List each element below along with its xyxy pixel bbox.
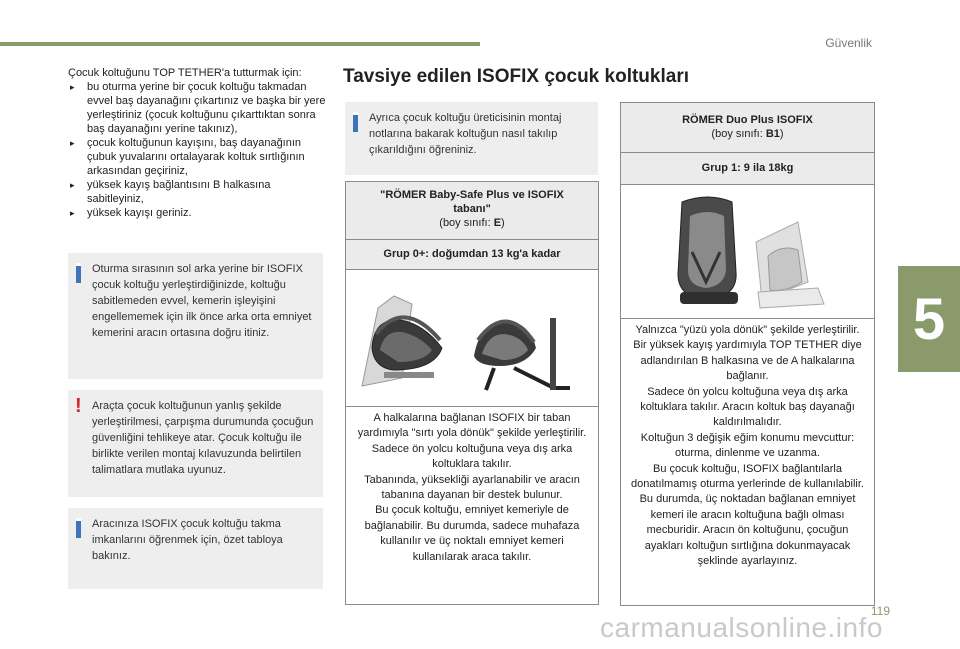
description-paragraph: Bu çocuk koltuğu, emniyet kemeriyle de bağlanabilir. Bu durumda, sadece muhafaza kullanılır ve üç noktalı emniyet kemeri kullanılarak araca takılır.	[364, 504, 580, 563]
chapter-tab: 5	[898, 266, 960, 372]
description-paragraph: Bir yüksek kayış yardımıyla TOP TETHER diye adlandırılan B halkasına ve de A halkalarına bağlanır.	[633, 339, 862, 383]
info-note-manufacturer	[345, 102, 598, 175]
info-note-text: Oturma sırasının sol arka yerine bir ISOFIX çocuk koltuğu yerleştirdiğinizde, koltuğu sabitlemeden evvel, kemerin işleyişini engellememek için ilk önce arka orta emniyet kemerini aracın ortasına doğru itiniz.	[92, 263, 312, 339]
seat-description	[621, 319, 874, 574]
watermark: carmanualsonline.info	[600, 612, 883, 643]
info-note-summary-table	[68, 508, 323, 589]
section-title: Güvenlik	[825, 36, 872, 50]
warning-note	[68, 390, 323, 497]
warning-note-text: Araçta çocuk koltuğunun yanlış şekilde yerleştirilmesi, çarpışma durumunda çocuğun güvenliğini tehlikeye atar. Çocuk koltuğu ile birlikte verilen montaj kılavuzunda belirtilen talimatlara mutlaka uyunuz.	[92, 400, 314, 476]
main-title: Tavsiye edilen ISOFIX çocuk koltukları	[343, 66, 689, 87]
seat-name: "RÖMER Baby-Safe Plus ve ISOFIX tabanı"	[380, 189, 564, 215]
info-icon	[76, 518, 81, 538]
weight-group: Grup 1: 9 ila 18kg	[621, 153, 874, 185]
info-icon	[76, 263, 81, 283]
infant-carrier-image	[354, 278, 590, 398]
list-item: ▸ yüksek kayış bağlantısını B halkasına sabitleyiniz,	[68, 178, 326, 206]
header-accent-bar	[0, 42, 480, 46]
size-class: (boy sınıfı: B1)	[711, 128, 784, 140]
description-paragraph: A halkalarına bağlanan ISOFIX bir taban yardımıyla "sırtı yola dönük" şekilde yerleştirilir.	[357, 412, 587, 440]
seat-name-row	[621, 103, 874, 153]
seat-name-row	[346, 182, 598, 240]
seat-illustration	[621, 185, 874, 319]
weight-group: Grup 0+: doğumdan 13 kg'a kadar	[346, 240, 598, 270]
list-item: ▸ çocuk koltuğunun kayışını, baş dayanağının çubuk yuvalarını ortalayarak koltuk sırtlığının arkasından geçiriniz,	[68, 136, 326, 178]
info-note-seat-belt	[68, 253, 323, 379]
seat-name: RÖMER Duo Plus ISOFIX	[682, 114, 813, 126]
seat-card-baby-safe	[345, 181, 599, 605]
description-paragraph: Tabanında, yüksekliği ayarlanabilir ve aracın tabanına dayanan bir destek bulunur.	[364, 473, 580, 502]
intro-instructions	[68, 66, 326, 220]
list-item: ▸ bu oturma yerine bir çocuk koltuğu takmadan evvel baş dayanağını çıkartınız ve başka bir yere yerleştiriniz (çocuk koltuğunu çıkarttıktan sonra baş dayanağını yerine takınız),	[68, 80, 326, 136]
intro-lead: Çocuk koltuğunu TOP TETHER'a tutturmak için:	[68, 67, 302, 79]
seat-description	[346, 407, 598, 569]
warning-icon: !	[75, 395, 82, 417]
info-note-text: Ayrıca çocuk koltuğu üreticisinin montaj notlarına bakarak koltuğun nasıl takılıp çıkarıldığını öğreniniz.	[369, 112, 562, 156]
description-paragraph: Yalnızca "yüzü yola dönük" şekilde yerleştirilir.	[635, 324, 860, 336]
description-paragraph: Sadece ön yolcu koltuğuna veya dış arka koltuklara takılır.	[371, 442, 573, 471]
info-icon	[353, 112, 358, 132]
info-note-text: Aracınıza ISOFIX çocuk koltuğu takma imkanlarını öğrenmek için, özet tabloya bakınız.	[92, 518, 283, 562]
intro-list	[68, 80, 326, 220]
seat-card-duo-plus	[620, 102, 875, 606]
description-paragraph: Sadece ön yolcu koltuğuna veya dış arka koltuklara takılır. Aracın koltuk baş dayanağı kaldırılmalıdır.	[640, 385, 855, 429]
size-class: (boy sınıfı: E)	[439, 217, 505, 229]
child-seat-image	[658, 192, 838, 312]
description-paragraph: Koltuğun 3 değişik eğim konumu mevcuttur: oturma, dinlenme ve uzanma.	[640, 431, 855, 460]
page-number: 119	[870, 604, 890, 618]
list-item: ▸ yüksek kayışı geriniz.	[68, 206, 326, 220]
seat-illustration	[346, 270, 598, 407]
description-paragraph: Bu çocuk koltuğu, ISOFIX bağlantılarla donatılmamış oturma yerlerinde de kullanılabilir. Bu durumda, üç noktadan bağlanan emniyet kemeri ile aracın koltuğuna bağlı olması mecburidir. Aracın ön koltuğunu, çocuğun ayakları koltuğun sırtlığına dokunmayacak şeklinde ayarlayınız.	[631, 462, 864, 568]
